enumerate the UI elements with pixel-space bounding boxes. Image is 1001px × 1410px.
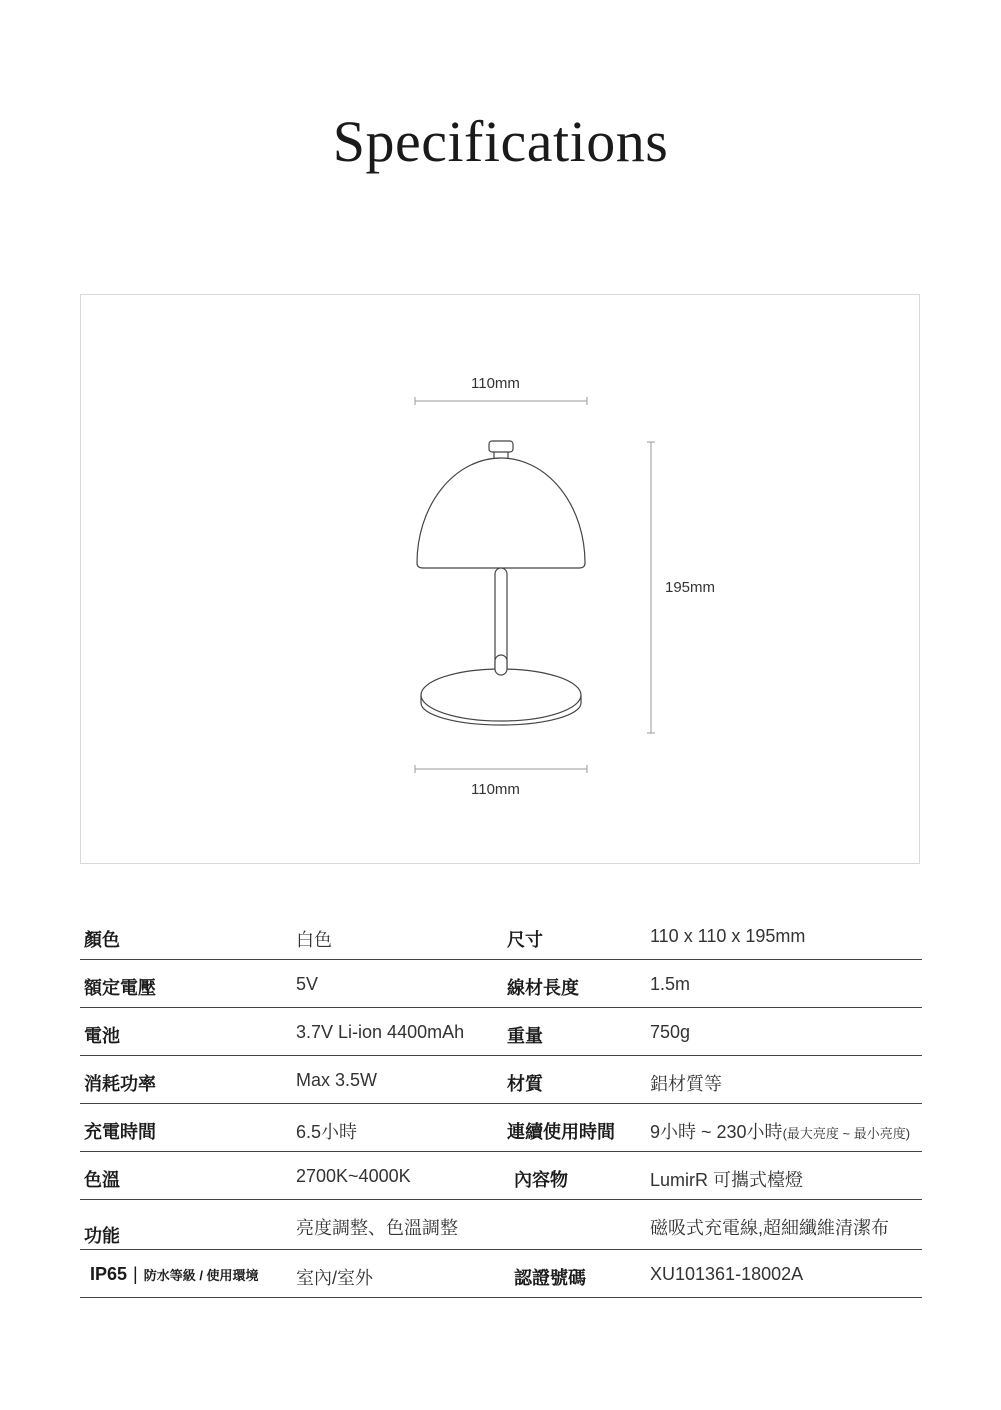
spec-key: 材質 xyxy=(507,1074,543,1094)
spec-key: 電池 xyxy=(84,1026,120,1046)
page-title: Specifications xyxy=(332,109,669,174)
spec-value: Max 3.5W xyxy=(296,1070,378,1090)
ip-rating-label: IP65 xyxy=(90,1264,128,1284)
spec-value-with-note xyxy=(650,1118,910,1144)
spec-row xyxy=(80,1200,922,1250)
spec-value: 2700K~4000K xyxy=(296,1166,411,1186)
spec-key: 充電時間 xyxy=(84,1122,156,1142)
top-width-label: 110mm xyxy=(471,375,520,392)
spec-row xyxy=(80,960,922,1008)
spec-key: 內容物 xyxy=(514,1170,568,1190)
dimension-diagram xyxy=(80,294,920,864)
spec-value: 亮度調整、色溫調整 xyxy=(296,1218,458,1238)
spec-key: 尺寸 xyxy=(507,930,543,950)
spec-value: 鋁材質等 xyxy=(650,1074,722,1094)
spec-key: 色溫 xyxy=(84,1170,120,1190)
spec-value: 3.7V Li-ion 4400mAh xyxy=(296,1022,465,1042)
spec-value: 白色 xyxy=(296,930,332,950)
spec-value: 750g xyxy=(650,1022,691,1042)
spec-value: 110 x 110 x 195mm xyxy=(650,926,806,946)
spec-row xyxy=(80,1056,922,1104)
bottom-width-label: 110mm xyxy=(471,781,520,798)
spec-table xyxy=(80,912,922,1298)
spec-key: 消耗功率 xyxy=(84,1074,156,1094)
spec-value: 5V xyxy=(296,974,319,994)
bottom-width-dimension-line xyxy=(415,765,587,773)
ip-rating-sub-label: 防水等級 / 使用環境 xyxy=(143,1268,259,1283)
lamp-base xyxy=(421,669,581,725)
spec-value: 9小時 ~ 230小時 xyxy=(650,1122,783,1142)
spec-key-ip-rating: IP65 | 防水等級 / 使用環境 xyxy=(90,1264,259,1284)
height-dimension-line xyxy=(647,442,655,733)
height-label: 195mm xyxy=(665,579,716,596)
spec-key: 額定電壓 xyxy=(84,978,156,998)
spec-value: 6.5小時 xyxy=(296,1122,358,1142)
spec-key: 功能 xyxy=(84,1226,120,1246)
spec-value-note: (最大亮度 ~ 最小亮度) xyxy=(782,1126,911,1141)
spec-row xyxy=(80,1104,922,1152)
spec-key: 重量 xyxy=(507,1026,543,1046)
spec-row xyxy=(80,912,922,960)
spec-row xyxy=(80,1152,922,1200)
lamp-stem-foot xyxy=(495,655,507,675)
spec-row xyxy=(80,1250,922,1298)
spec-value: 1.5m xyxy=(650,974,691,994)
top-width-dimension-line xyxy=(415,397,587,405)
spec-value: 磁吸式充電線,超細纖維清潔布 xyxy=(650,1218,889,1238)
spec-key: 認證號碼 xyxy=(514,1268,586,1288)
spec-key: 顏色 xyxy=(84,930,120,950)
spec-value: LumirR 可攜式檯燈 xyxy=(650,1170,804,1190)
spec-key: 線材長度 xyxy=(507,978,579,998)
spec-key: 連續使用時間 xyxy=(507,1122,615,1142)
spec-value: XU101361-18002A xyxy=(650,1264,804,1284)
spec-value: 室內/室外 xyxy=(296,1268,374,1288)
spec-row xyxy=(80,1008,922,1056)
lamp-shade xyxy=(417,458,585,568)
